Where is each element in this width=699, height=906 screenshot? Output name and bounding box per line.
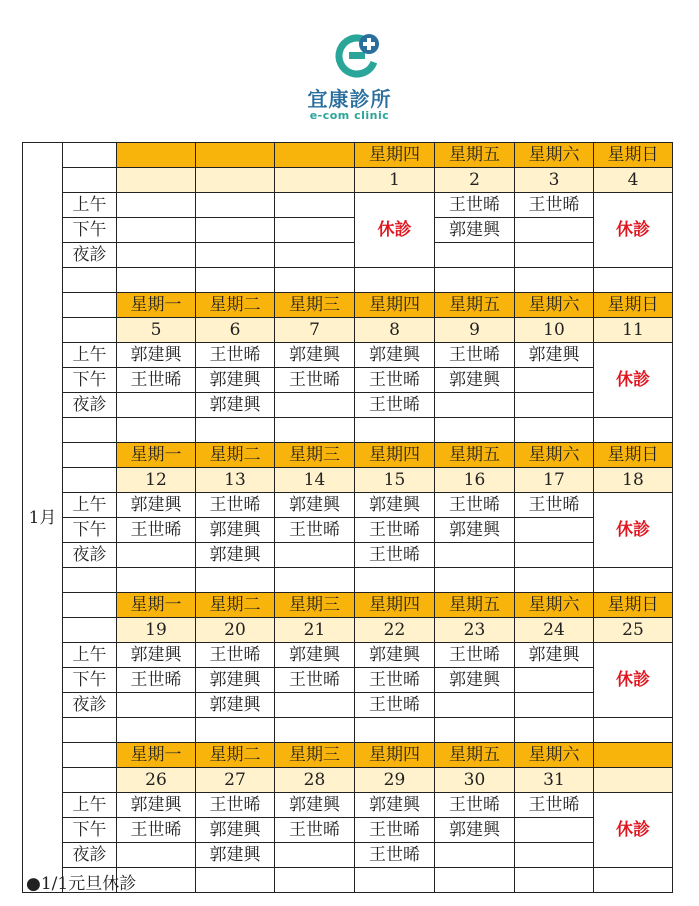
date-cell: 27 [196,768,275,793]
weekday-header: 星期四 [355,443,435,468]
blank-cell [117,268,196,293]
weekday-header [196,143,275,168]
doctor-cell: 王世晞 [355,393,435,418]
blank-cell [435,868,515,893]
slot-label: 上午 [63,493,117,518]
doctor-cell: 郭建興 [196,543,275,568]
blank-cell [275,418,355,443]
slot-row-night [23,393,673,418]
date-row [23,618,673,643]
blank-cell [515,268,594,293]
blank-cell [63,268,117,293]
date-cell: 15 [355,468,435,493]
doctor-cell: 王世晞 [515,193,594,218]
doctor-cell [117,393,196,418]
date-cell: 6 [196,318,275,343]
doctor-cell [275,393,355,418]
doctor-cell: 王世晞 [355,368,435,393]
blank-cell [355,868,435,893]
doctor-cell: 王世晞 [355,518,435,543]
doctor-cell: 王世晞 [196,493,275,518]
doctor-cell: 王世晞 [515,493,594,518]
doctor-cell [515,243,594,268]
closed-cell: 休診 [594,793,673,868]
closed-cell: 休診 [594,643,673,718]
weekday-header [117,143,196,168]
blank-cell [196,418,275,443]
weekday-header-row [23,593,673,618]
blank-cell [275,268,355,293]
doctor-cell: 郭建興 [435,818,515,843]
date-cell: 21 [275,618,355,643]
doctor-cell [275,543,355,568]
doctor-cell: 郭建興 [355,343,435,368]
doctor-cell [435,393,515,418]
closed-cell: 休診 [594,343,673,418]
weekday-header [275,143,355,168]
doctor-cell: 郭建興 [117,493,196,518]
doctor-cell [275,843,355,868]
doctor-cell [515,818,594,843]
schedule-table [22,142,673,893]
blank-cell [435,268,515,293]
date-cell: 24 [515,618,594,643]
date-cell: 1 [355,168,435,193]
date-cell: 14 [275,468,355,493]
slot-row-night [23,243,673,268]
blank-cell [63,468,117,493]
doctor-cell [515,843,594,868]
date-cell: 2 [435,168,515,193]
weekday-header: 星期二 [196,593,275,618]
slot-label: 上午 [63,793,117,818]
weekday-header: 星期二 [196,443,275,468]
blank-cell [275,568,355,593]
weekday-header-row [23,143,673,168]
date-row [23,468,673,493]
date-cell: 25 [594,618,673,643]
clinic-logo-icon [333,30,385,80]
doctor-cell [275,243,355,268]
slot-label: 夜診 [63,843,117,868]
slot-label: 上午 [63,643,117,668]
date-row [23,318,673,343]
blank-cell [594,268,673,293]
weekday-header: 星期二 [196,293,275,318]
date-cell: 9 [435,318,515,343]
weekday-header-row [23,443,673,468]
weekday-header: 星期一 [117,443,196,468]
date-cell: 4 [594,168,673,193]
blank-cell [515,418,594,443]
weekday-header-row [23,743,673,768]
weekday-header: 星期三 [275,593,355,618]
weekday-header: 星期三 [275,743,355,768]
doctor-cell: 郭建興 [196,518,275,543]
date-cell: 5 [117,318,196,343]
slot-label: 夜診 [63,543,117,568]
blank-cell [196,268,275,293]
slot-row-pm [23,818,673,843]
doctor-cell: 王世晞 [355,693,435,718]
doctor-cell: 郭建興 [196,368,275,393]
date-cell [117,168,196,193]
blank-cell [275,718,355,743]
doctor-cell: 郭建興 [275,493,355,518]
doctor-cell [515,368,594,393]
date-cell: 30 [435,768,515,793]
doctor-cell: 王世晞 [117,368,196,393]
doctor-cell: 郭建興 [117,643,196,668]
doctor-cell: 郭建興 [355,493,435,518]
slot-label: 上午 [63,193,117,218]
blank-cell [515,868,594,893]
slot-label: 夜診 [63,693,117,718]
date-cell: 16 [435,468,515,493]
blank-cell [355,418,435,443]
slot-label: 下午 [63,518,117,543]
doctor-cell: 郭建興 [275,343,355,368]
doctor-cell [515,693,594,718]
doctor-cell [515,543,594,568]
date-cell: 29 [355,768,435,793]
weekday-header: 星期三 [275,293,355,318]
doctor-cell: 王世晞 [196,643,275,668]
slot-row-am [23,793,673,818]
doctor-cell: 王世晞 [196,793,275,818]
date-cell: 11 [594,318,673,343]
date-cell: 28 [275,768,355,793]
weekday-header: 星期日 [594,143,673,168]
holiday-note: ●1/1元旦休診 [26,874,137,894]
weekday-header: 星期四 [355,593,435,618]
slot-label: 夜診 [63,243,117,268]
slot-label: 夜診 [63,393,117,418]
slot-label: 下午 [63,218,117,243]
date-cell: 22 [355,618,435,643]
weekday-header [594,743,673,768]
doctor-cell: 王世晞 [435,643,515,668]
doctor-cell [275,218,355,243]
weekday-header: 星期四 [355,743,435,768]
slot-row-am [23,193,673,218]
doctor-cell [196,243,275,268]
slot-row-pm [23,218,673,243]
doctor-cell: 王世晞 [117,518,196,543]
doctor-cell: 王世晞 [355,843,435,868]
doctor-cell [196,218,275,243]
slot-label: 下午 [63,818,117,843]
doctor-cell: 郭建興 [355,643,435,668]
doctor-cell [435,693,515,718]
blank-cell [594,868,673,893]
weekday-header: 星期六 [515,593,594,618]
doctor-cell: 王世晞 [435,493,515,518]
closed-cell: 休診 [355,193,435,268]
doctor-cell [117,543,196,568]
slot-row-night [23,543,673,568]
date-cell: 7 [275,318,355,343]
clinic-subtitle: e-com clinic [309,109,390,122]
doctor-cell: 王世晞 [117,668,196,693]
doctor-cell: 郭建興 [515,643,594,668]
blank-cell [63,768,117,793]
date-cell: 12 [117,468,196,493]
blank-cell [515,718,594,743]
closed-cell: 休診 [594,493,673,568]
doctor-cell: 王世晞 [435,343,515,368]
blank-cell [63,593,117,618]
doctor-cell [515,218,594,243]
blank-cell [117,718,196,743]
date-cell: 10 [515,318,594,343]
doctor-cell [435,543,515,568]
weekday-header: 星期一 [117,293,196,318]
blank-cell [435,418,515,443]
doctor-cell [515,393,594,418]
doctor-cell: 郭建興 [355,793,435,818]
blank-cell [594,718,673,743]
doctor-cell [117,243,196,268]
date-cell: 19 [117,618,196,643]
blank-cell [117,418,196,443]
doctor-cell [117,193,196,218]
doctor-cell: 郭建興 [196,818,275,843]
weekday-header: 星期五 [435,743,515,768]
doctor-cell: 郭建興 [435,518,515,543]
blank-cell [63,443,117,468]
date-cell: 31 [515,768,594,793]
slot-row-pm [23,668,673,693]
blank-cell [63,143,117,168]
spacer-row [23,718,673,743]
doctor-cell: 王世晞 [355,818,435,843]
doctor-cell: 郭建興 [196,693,275,718]
blank-cell [63,293,117,318]
doctor-cell [435,843,515,868]
blank-cell [63,743,117,768]
slot-row-am [23,493,673,518]
closed-cell: 休診 [594,193,673,268]
date-cell: 23 [435,618,515,643]
weekday-header: 星期一 [117,593,196,618]
spacer-row [23,418,673,443]
date-cell: 13 [196,468,275,493]
slot-row-pm [23,518,673,543]
doctor-cell: 王世晞 [275,518,355,543]
weekday-header: 星期五 [435,443,515,468]
slot-label: 下午 [63,368,117,393]
blank-cell [355,718,435,743]
weekday-header: 星期五 [435,143,515,168]
weekday-header: 星期日 [594,593,673,618]
blank-cell [435,718,515,743]
date-row [23,768,673,793]
blank-cell [63,418,117,443]
weekday-header: 星期六 [515,743,594,768]
clinic-name: 宜康診所 [307,87,392,111]
doctor-cell: 王世晞 [275,818,355,843]
doctor-cell [117,693,196,718]
date-cell: 3 [515,168,594,193]
blank-cell [196,568,275,593]
slot-label: 上午 [63,343,117,368]
blank-cell [355,268,435,293]
weekday-header: 星期日 [594,443,673,468]
doctor-cell [275,693,355,718]
doctor-cell [515,518,594,543]
weekday-header: 星期六 [515,293,594,318]
date-cell: 26 [117,768,196,793]
spacer-row [23,568,673,593]
doctor-cell: 王世晞 [196,343,275,368]
weekday-header-row [23,293,673,318]
doctor-cell: 王世晞 [117,818,196,843]
clinic-logo [0,0,699,135]
weekday-header: 星期五 [435,593,515,618]
doctor-cell [117,843,196,868]
doctor-cell: 王世晞 [275,368,355,393]
date-cell [196,168,275,193]
slot-row-am [23,343,673,368]
blank-cell [63,568,117,593]
slot-label: 下午 [63,668,117,693]
blank-cell [117,568,196,593]
blank-cell [63,168,117,193]
blank-cell [515,568,594,593]
weekday-header: 星期五 [435,293,515,318]
month-label: 1月 [23,143,63,893]
blank-cell [63,718,117,743]
slot-row-night [23,843,673,868]
date-cell: 8 [355,318,435,343]
weekday-header: 星期一 [117,743,196,768]
doctor-cell: 郭建興 [275,643,355,668]
doctor-cell [275,193,355,218]
date-cell [594,768,673,793]
doctor-cell [196,193,275,218]
doctor-cell: 郭建興 [435,368,515,393]
slot-row-pm [23,368,673,393]
weekday-header: 星期六 [515,143,594,168]
doctor-cell: 王世晞 [275,668,355,693]
date-cell: 18 [594,468,673,493]
doctor-cell: 王世晞 [515,793,594,818]
date-cell: 17 [515,468,594,493]
weekday-header: 星期六 [515,443,594,468]
slot-row-am [23,643,673,668]
blank-cell [63,318,117,343]
doctor-cell: 郭建興 [196,843,275,868]
weekday-header: 星期日 [594,293,673,318]
doctor-cell: 郭建興 [196,393,275,418]
weekday-header: 星期三 [275,443,355,468]
blank-cell [594,418,673,443]
doctor-cell: 王世晞 [435,193,515,218]
blank-cell [435,568,515,593]
doctor-cell [435,243,515,268]
doctor-cell [515,668,594,693]
weekday-header: 星期二 [196,743,275,768]
doctor-cell: 郭建興 [117,793,196,818]
weekday-header: 星期四 [355,143,435,168]
blank-cell [196,868,275,893]
doctor-cell: 王世晞 [355,668,435,693]
doctor-cell [117,218,196,243]
doctor-cell: 郭建興 [117,343,196,368]
doctor-cell: 王世晞 [435,793,515,818]
spacer-row [23,268,673,293]
weekday-header: 星期四 [355,293,435,318]
slot-row-night [23,693,673,718]
date-cell: 20 [196,618,275,643]
doctor-cell: 郭建興 [435,668,515,693]
doctor-cell: 郭建興 [275,793,355,818]
date-row [23,168,673,193]
doctor-cell: 郭建興 [515,343,594,368]
blank-cell [196,718,275,743]
blank-cell [275,868,355,893]
date-cell [275,168,355,193]
blank-cell [63,618,117,643]
blank-cell [355,568,435,593]
doctor-cell: 郭建興 [196,668,275,693]
doctor-cell: 郭建興 [435,218,515,243]
doctor-cell: 王世晞 [355,543,435,568]
blank-cell [594,568,673,593]
